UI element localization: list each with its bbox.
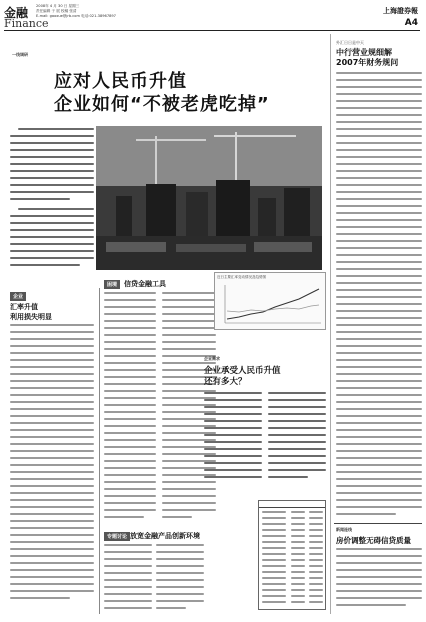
side-title-line1: 汇率升值 xyxy=(10,303,38,311)
enterprise-tag: 企业需求 xyxy=(204,356,220,361)
chart-series-line xyxy=(227,289,319,319)
lead-headline-line1: 应对人民币升值 xyxy=(54,71,187,92)
header-rule xyxy=(4,30,420,31)
lead-headline-line2: 企业如何“不被老虎吃掉” xyxy=(54,94,270,115)
section-brand: 金融 xyxy=(4,6,29,20)
header-contact: E-mail: gaoxue@jrb.com 电话:021-38967897 xyxy=(36,14,116,18)
newspaper-logo: 上海證券報 xyxy=(383,6,418,15)
lead-intro xyxy=(10,128,94,288)
exchange-rate-chart xyxy=(214,272,326,330)
section-brand-en: Finance xyxy=(4,17,49,30)
column-divider xyxy=(99,288,100,614)
lead-tag: 一线调研 xyxy=(12,52,28,57)
credit-title: 信贷金融工具 xyxy=(124,280,166,288)
edu-body xyxy=(104,544,204,616)
port-cranes-image xyxy=(96,126,322,270)
side-title xyxy=(10,302,52,322)
right-bottom-tag: 新闻连线 xyxy=(336,527,352,532)
enterprise-title-line1: 企业承受人民币升值 xyxy=(204,366,281,376)
page-number: A4 xyxy=(404,18,418,28)
right-top-body xyxy=(336,72,422,524)
chart-plot xyxy=(215,281,325,329)
right-bottom-title: 房价调整无碍信贷质量 xyxy=(336,536,411,545)
lead-headline xyxy=(54,70,294,116)
edu-badge: 专题讨论 xyxy=(104,532,130,541)
header-date: 2008年 4 月 30 日 星期三 xyxy=(36,4,80,8)
enterprise-title xyxy=(204,366,281,388)
side-badge: 企业 xyxy=(10,292,26,301)
side-title-line2: 利用损失明显 xyxy=(10,313,52,321)
right-column-divider xyxy=(330,34,331,614)
right-top-title-line2: 2007年财务规问 xyxy=(336,58,399,67)
right-top-title xyxy=(336,48,398,68)
enterprise-body xyxy=(204,392,326,487)
right-top-kicker: 外汇日日是中天 xyxy=(336,40,364,45)
edu-title: 放宽金融产品创新环境 xyxy=(130,532,200,540)
right-top-title-line1: 中行营业规细解 xyxy=(336,48,392,57)
enterprise-title-line2: 还有多大？ xyxy=(204,377,247,387)
lead-photo xyxy=(96,126,322,270)
credit-badge: 困境 xyxy=(104,280,120,289)
header-editor: 责任编辑 于 展 校稿 张清 xyxy=(36,9,77,13)
right-bottom-rule xyxy=(334,523,422,524)
header-meta xyxy=(36,4,266,19)
side-article-body xyxy=(10,324,94,614)
chart-series-line-2 xyxy=(227,305,319,312)
data-table xyxy=(258,500,326,610)
credit-body xyxy=(104,292,216,532)
chart-title: 近日主要汇率变动情况及趋势图 xyxy=(217,275,266,279)
right-bottom-body xyxy=(336,548,422,614)
